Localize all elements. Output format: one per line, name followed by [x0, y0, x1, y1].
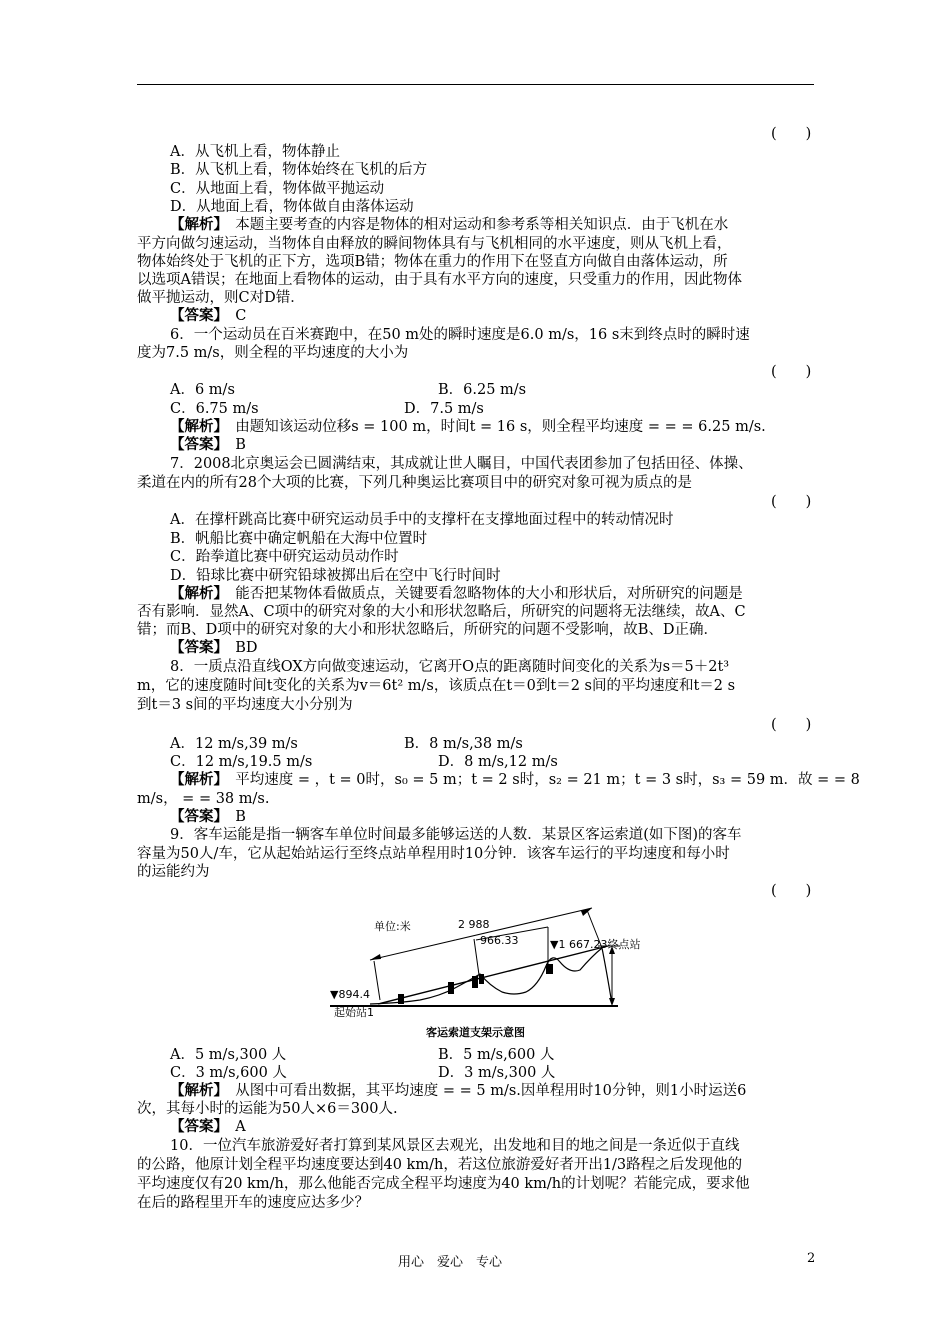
option-b: B．5 m/s,600 人 — [438, 1047, 555, 1063]
header-rule — [137, 84, 814, 85]
option-c: C．从地面上看，物体做平抛运动 — [170, 181, 385, 197]
bottom-elevation-label: ▼894.4 — [330, 988, 370, 1001]
answer-value: BD — [235, 640, 258, 656]
answer-value: B — [235, 437, 246, 453]
question-stem: 9．客车运能是指一辆客车单位时间最多能够运送的人数．某景区客运索道(如下图)的客车 — [170, 827, 742, 843]
answer-bracket: ( ) — [771, 126, 812, 142]
answer-line — [170, 436, 850, 454]
question-stem: 平均速度仅有20 km/h，那么他能否完成全程平均速度为40 km/h的计划呢？若能完成，要求他 — [137, 1176, 750, 1192]
answer-bracket: ( ) — [771, 364, 812, 380]
footer-motto: 用心 爱心 专心 — [398, 1255, 503, 1270]
figure-caption: 客运索道支架示意图 — [426, 1026, 525, 1039]
option-a: A．5 m/s,300 人 — [170, 1047, 287, 1063]
cableway-diagram — [330, 908, 641, 1048]
answer-bracket: ( ) — [771, 717, 812, 733]
question-stem: 7．2008北京奥运会已圆满结束，其成就让世人瞩目，中国代表团参加了包括田径、体操、 — [170, 456, 753, 472]
option-a: A．从飞机上看，物体静止 — [170, 144, 340, 160]
unit-label: 单位:米 — [374, 920, 411, 933]
answer-value: C — [235, 308, 247, 324]
option-a: A．12 m/s,39 m/s — [170, 736, 298, 752]
answer-bracket: ( ) — [771, 883, 812, 899]
top-elevation-label: ▼1 667.23终点站 — [550, 938, 641, 951]
analysis-line — [170, 1082, 850, 1100]
support-tower — [398, 994, 404, 1004]
analysis-line: 次，其每小时的运能为50人×6＝300人. — [137, 1101, 398, 1117]
answer-tag: 【答案】 — [170, 1118, 221, 1135]
question-stem: 度为7.5 m/s，则全程的平均速度的大小为 — [137, 345, 409, 361]
arrowhead — [370, 954, 381, 960]
option-b: B．8 m/s,38 m/s — [404, 736, 523, 752]
analysis-tag: 【解析】 — [170, 418, 221, 435]
analysis-text: 平均速度 = ，t = 0时，s₀ = 5 m；t = 2 s时，s₂ = 21 m；t = 3 s时，s₃ = 59 m．故 = = 8 — [235, 772, 860, 788]
analysis-line: 否有影响．显然A、C项中的研究对象的大小和形状忽略后，所研究的问题将无法继续，故A、C — [137, 604, 746, 620]
question-stem: 在后的路程里开车的速度应达多少？ — [137, 1195, 369, 1211]
analysis-text: 由题知该运动位移s = 100 m，时间t = 16 s，则全程平均速度 = = = 6.25 m/s. — [235, 419, 766, 435]
option-c: C．6.75 m/s — [170, 401, 259, 417]
cable-line — [378, 946, 608, 1004]
analysis-tag: 【解析】 — [170, 1082, 221, 1099]
option-b: B．从飞机上看，物体始终在飞机的后方 — [170, 162, 428, 178]
question-stem: m，它的速度随时间t变化的关系为v＝6t² m/s，该质点在t＝0到t＝2 s间的平均速度和t＝2 s — [137, 678, 736, 694]
analysis-text: 本题主要考查的内容是物体的相对运动和参考系等相关知识点．由于飞机在水 — [235, 217, 729, 233]
horizontal-label: 966.33 — [480, 934, 519, 947]
answer-line — [170, 1118, 850, 1136]
option-d: D．7.5 m/s — [404, 401, 484, 417]
question-stem: 的公路，他原计划全程平均速度要达到40 km/h，若这位旅游爱好者开出1/3路程之后发现他的 — [137, 1157, 743, 1173]
analysis-line: m/s， = = 38 m/s. — [137, 791, 270, 807]
answer-tag: 【答案】 — [170, 639, 221, 656]
analysis-tag: 【解析】 — [170, 585, 221, 602]
option-a: A．6 m/s — [170, 382, 235, 398]
question-stem: 8．一质点沿直线OX方向做变速运动，它离开O点的距离随时间变化的关系为s＝5＋2t³ — [170, 659, 730, 675]
analysis-line: 做平抛运动，则C对D错． — [137, 290, 305, 306]
option-c: C．12 m/s,19.5 m/s — [170, 754, 313, 770]
option-d: D．8 m/s,12 m/s — [438, 754, 558, 770]
analysis-line — [170, 418, 850, 436]
length-label: 2 988 — [458, 918, 490, 931]
analysis-tag: 【解析】 — [170, 216, 221, 233]
analysis-line: 错；而B、D项中的研究对象的大小和形状忽略后，所研究的问题不受影响，故B、D正确． — [137, 622, 719, 638]
answer-value: A — [235, 1119, 246, 1135]
support-tower — [546, 964, 553, 974]
question-stem: 10．一位汽车旅游爱好者打算到某风景区去观光，出发地和目的地之间是一条近似于直线 — [170, 1138, 740, 1154]
analysis-line — [170, 216, 850, 234]
analysis-line: 平方向做匀速运动，当物体自由释放的瞬间物体具有与飞机相同的水平速度，则从飞机上看， — [137, 236, 732, 252]
question-stem: 到t＝3 s间的平均速度大小分别为 — [137, 697, 353, 713]
question-stem: 容量为50人/车，它从起始站运行至终点站单程用时10分钟．该客车运行的平均速度和每小时 — [137, 846, 730, 862]
option-d: D．铅球比赛中研究铅球被掷出后在空中飞行时间时 — [170, 568, 501, 584]
answer-tag: 【答案】 — [170, 808, 221, 825]
answer-value: B — [235, 809, 246, 825]
option-d: D．3 m/s,300 人 — [438, 1065, 556, 1081]
option-d: D．从地面上看，物体做自由落体运动 — [170, 199, 414, 215]
analysis-text: 能否把某物体看做质点，关键要看忽略物体的大小和形状后，对所研究的问题是 — [235, 586, 743, 602]
analysis-line — [170, 585, 850, 603]
support-tower — [472, 976, 478, 988]
option-b: B．帆船比赛中确定帆船在大海中位置时 — [170, 531, 428, 547]
answer-line — [170, 639, 850, 657]
question-stem: 6．一个运动员在百米赛跑中，在50 m处的瞬时速度是6.0 m/s，16 s末到终点时的瞬时速 — [170, 327, 750, 343]
option-c: C．跆拳道比赛中研究运动员动作时 — [170, 549, 399, 565]
start-station-label: 起始站1 — [334, 1006, 374, 1019]
analysis-line: 以选项A错误；在地面上看物体的运动，由于具有水平方向的速度，只受重力的作用，因此物体 — [137, 272, 742, 288]
analysis-line: 物体始终处于飞机的正下方，选项B错；物体在重力的作用下在竖直方向做自由落体运动，所 — [137, 254, 728, 270]
answer-tag: 【答案】 — [170, 436, 221, 453]
question-stem: 的运能约为 — [137, 864, 210, 880]
answer-line — [170, 307, 850, 325]
option-b: B．6.25 m/s — [438, 382, 527, 398]
analysis-tag: 【解析】 — [170, 771, 221, 788]
analysis-text: 从图中可看出数据，其平均速度 = = 5 m/s.因单程用时10分钟，则1小时运送6 — [235, 1083, 747, 1099]
option-a: A．在撑杆跳高比赛中研究运动员手中的支撑杆在支撑地面过程中的转动情况时 — [170, 512, 674, 528]
analysis-line — [170, 771, 860, 789]
extension-line — [374, 961, 380, 1000]
answer-line — [170, 808, 850, 826]
answer-bracket: ( ) — [771, 494, 812, 510]
support-tower — [479, 974, 484, 984]
option-c: C．3 m/s,600 人 — [170, 1065, 287, 1081]
support-tower — [448, 982, 454, 994]
answer-tag: 【答案】 — [170, 307, 221, 324]
page-number: 2 — [807, 1251, 816, 1266]
question-stem: 柔道在内的所有28个大项的比赛，下列几种奥运比赛项目中的研究对象可视为质点的是 — [137, 475, 692, 491]
